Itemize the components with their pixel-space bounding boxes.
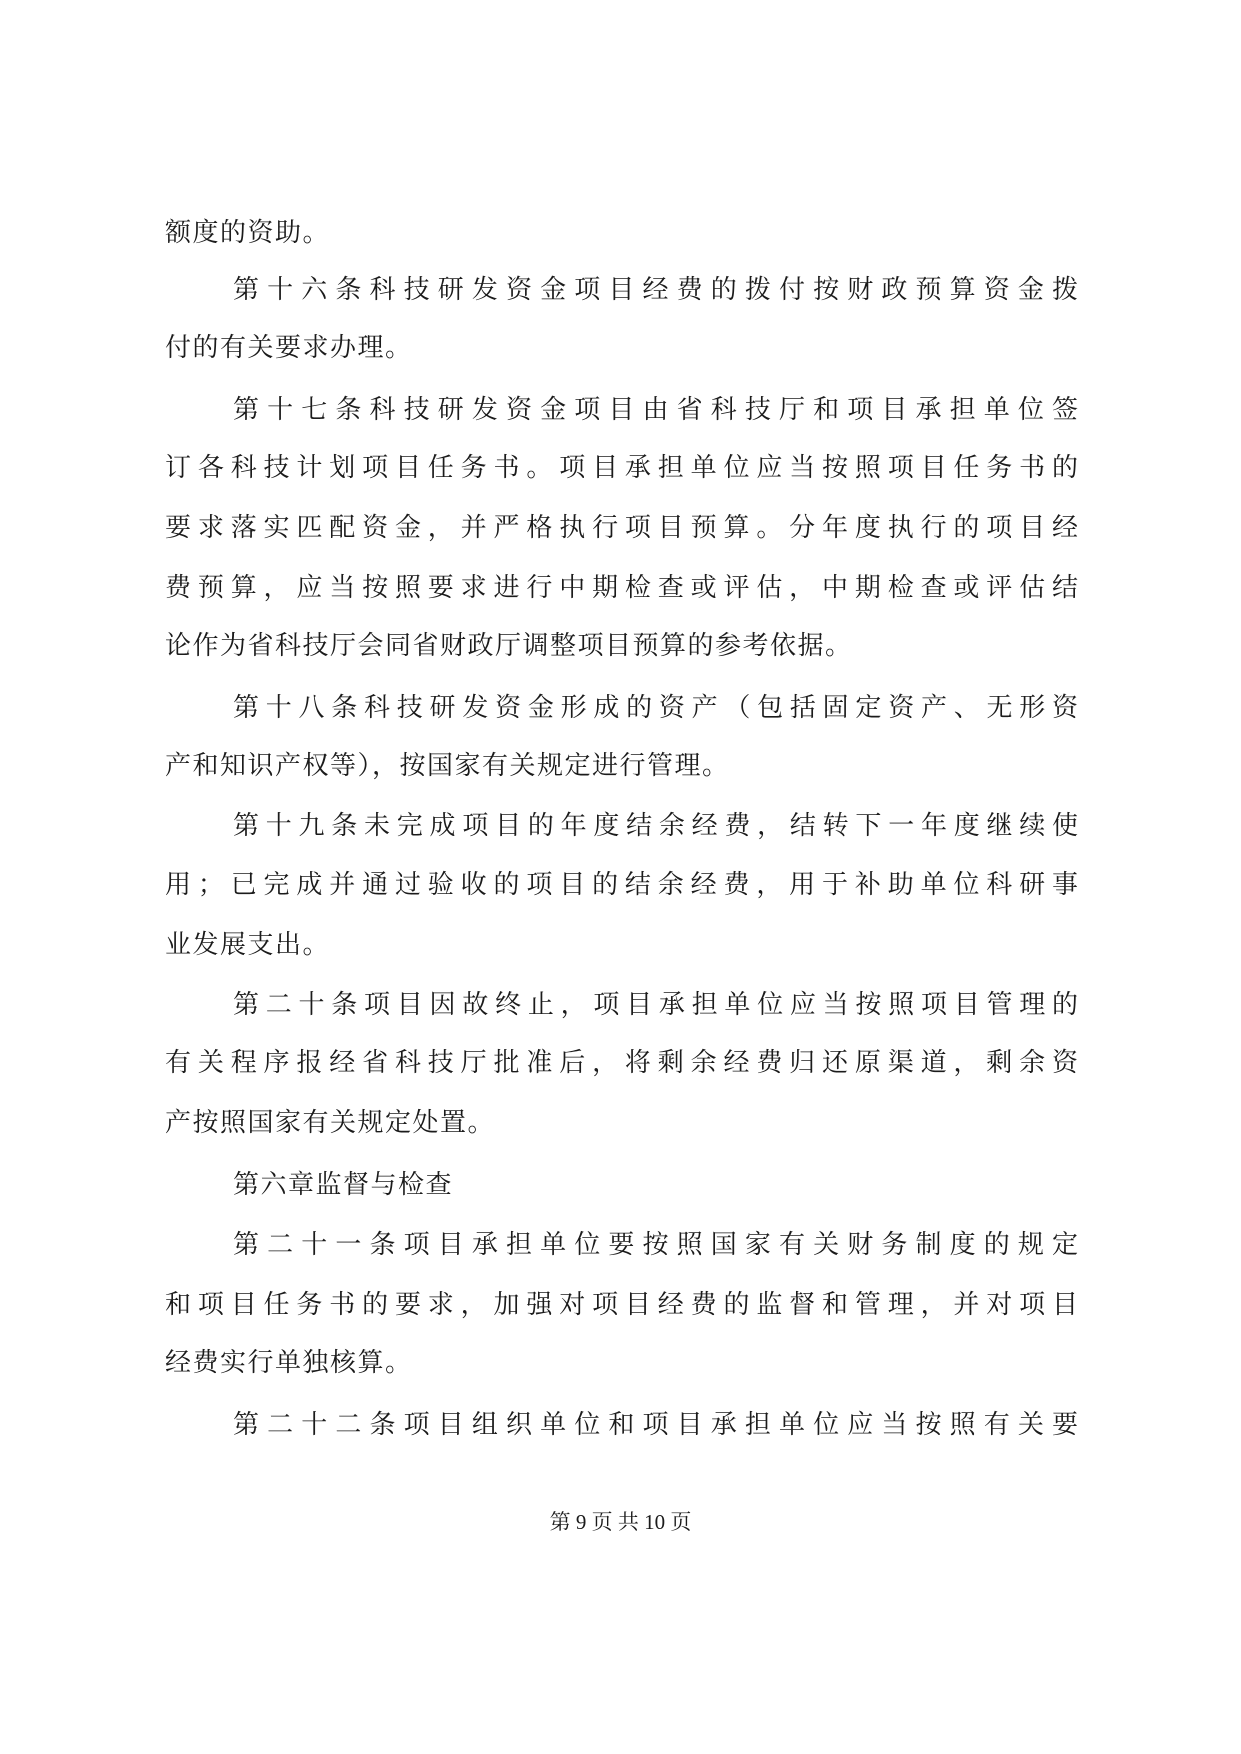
- paragraph-line: 费预算，应当按照要求进行中期检查或评估，中期检查或评估结: [165, 573, 1078, 603]
- page-footer: 第 9 页 共 10 页: [549, 1510, 692, 1534]
- paragraph-line: 第十六条科技研发资金项目经费的拨付按财政预算资金拨: [233, 275, 1078, 305]
- paragraph-line: 额度的资助。: [165, 218, 331, 248]
- paragraph-line: 付的有关要求办理。: [165, 333, 413, 363]
- paragraph-line: 有关程序报经省科技厅批准后，将剩余经费归还原渠道，剩余资: [165, 1048, 1078, 1078]
- paragraph-line: 和项目任务书的要求，加强对项目经费的监督和管理，并对项目: [165, 1290, 1078, 1320]
- paragraph-line: 第二十条项目因故终止，项目承担单位应当按照项目管理的: [233, 990, 1078, 1020]
- paragraph-line: 第十九条未完成项目的年度结余经费，结转下一年度继续使: [233, 811, 1078, 841]
- paragraph-line: 业发展支出。: [165, 930, 331, 960]
- paragraph-line: 论作为省科技厅会同省财政厅调整项目预算的参考依据。: [165, 631, 853, 661]
- paragraph-line: 产按照国家有关规定处置。: [165, 1108, 496, 1138]
- chapter-heading-text: 第六章监督与检查: [233, 1170, 454, 1200]
- paragraph-line: 第二十二条项目组织单位和项目承担单位应当按照有关要: [233, 1410, 1078, 1440]
- paragraph-line: 经费实行单独核算。: [165, 1348, 413, 1378]
- paragraph-line: 要求落实匹配资金，并严格执行项目预算。分年度执行的项目经: [165, 513, 1078, 543]
- paragraph-line: 产和知识产权等），按国家有关规定进行管理。: [165, 751, 730, 781]
- paragraph-line: 第十七条科技研发资金项目由省科技厅和项目承担单位签: [233, 395, 1078, 425]
- paragraph-line: 用；已完成并通过验收的项目的结余经费，用于补助单位科研事: [165, 870, 1078, 900]
- paragraph-line: 第二十一条项目承担单位要按照国家有关财务制度的规定: [233, 1230, 1078, 1260]
- paragraph-line: 第十八条科技研发资金形成的资产（包括固定资产、无形资: [233, 693, 1078, 723]
- paragraph-line: 订各科技计划项目任务书。项目承担单位应当按照项目任务书的: [165, 453, 1078, 483]
